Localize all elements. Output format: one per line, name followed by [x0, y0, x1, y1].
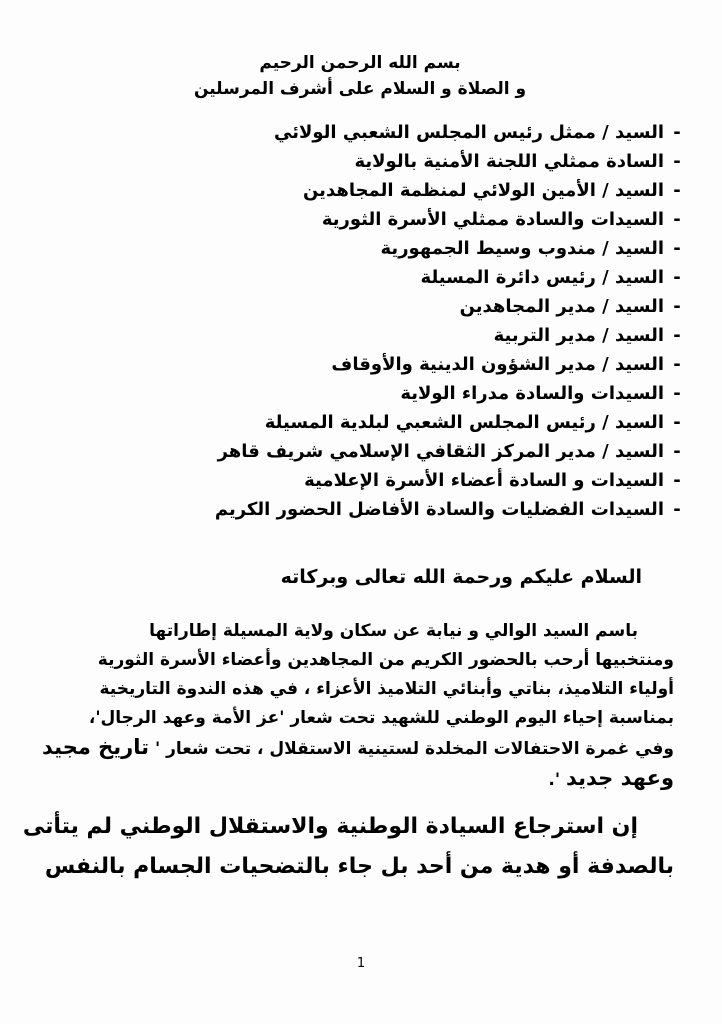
page-number: 1: [356, 956, 366, 971]
list-item-text: السيد / الأمين الولائي لمنظمة المجاهدين: [302, 180, 664, 201]
paragraph-line: أولياء التلاميذ، بناتي وأبنائي التلاميذ الأعزاء ، في هذه الندوة التاريخية: [99, 679, 674, 699]
list-item-text: السيد / مندوب وسيط الجمهورية: [380, 238, 664, 259]
body-text: [22, 617, 674, 887]
paragraph-line: [44, 764, 674, 795]
list-item: [42, 350, 682, 379]
list-item-text: السيد / مدير الشؤون الدينية والأوقاف: [331, 354, 664, 375]
list-item: [42, 118, 682, 147]
paragraph-line: ومنتخبيها أرحب بالحضور الكريم من المجاهدين وأعضاء الأسرة الثورية: [97, 650, 674, 670]
paragraph-line: باسم السيد الوالي و نيابة عن سكان ولاية المسيلة إطاراتها: [149, 621, 638, 641]
list-dash: -: [673, 354, 681, 375]
slogan-emphasis: تاريخ مجيد: [42, 735, 150, 759]
addressee-list: [42, 118, 682, 524]
list-item: [42, 379, 682, 408]
paragraph-line: بالصدفة أو هدية من أحد بل جاء بالتضحيات الجسام بالنفس: [44, 854, 674, 879]
list-dash: -: [673, 180, 681, 201]
list-dash: -: [673, 412, 681, 433]
paragraph-line: إن استرجاع السيادة الوطنية والاستقلال الوطني لم يتأتى: [22, 814, 638, 839]
list-dash: -: [673, 296, 681, 317]
list-dash: -: [673, 470, 681, 491]
list-dash: -: [673, 441, 681, 462]
list-item-text: السيد / مدير التربية: [493, 325, 664, 346]
paragraph-2: [22, 807, 674, 887]
list-item: [42, 466, 682, 495]
list-dash: -: [673, 238, 681, 259]
list-item: [42, 234, 682, 263]
paragraph-line-text: وفي غمرة الاحتفالات المخلدة لستينية الاستقلال ، تحت شعار ': [154, 739, 674, 759]
greeting-line: السلام عليكم ورحمة الله تعالى وبركاته: [280, 566, 642, 588]
list-dash: -: [673, 499, 681, 520]
paragraph-line: [44, 733, 674, 764]
list-dash: -: [673, 325, 681, 346]
list-item: [42, 205, 682, 234]
list-item: [42, 437, 682, 466]
list-item-text: السيد / رئيس المجلس الشعبي لبلدية المسيلة: [264, 412, 664, 433]
list-item-text: السيدات و السادة أعضاء الأسرة الإعلامية: [304, 470, 664, 491]
list-dash: -: [673, 122, 681, 143]
document-header: [100, 50, 620, 102]
list-dash: -: [673, 151, 681, 172]
salat-line: و الصلاة و السلام على أشرف المرسلين: [193, 79, 527, 99]
list-item-text: السيدات والسادة مدراء الولاية: [400, 383, 664, 404]
list-item: [42, 263, 682, 292]
slogan-emphasis: وعهد جديد: [566, 766, 674, 790]
list-item-text: السيد / مدير المجاهدين: [459, 296, 664, 317]
list-item-text: السيد / مدير المركز الثقافي الإسلامي شريف قاهر: [217, 441, 664, 462]
list-item-text: السادة ممثلي اللجنة الأمنية بالولاية: [354, 151, 664, 172]
list-item: [42, 147, 682, 176]
list-item-text: السيد / رئيس دائرة المسيلة: [420, 267, 664, 288]
list-item: [42, 176, 682, 205]
list-item: [42, 495, 682, 524]
paragraph-1: [44, 617, 674, 795]
list-dash: -: [673, 209, 681, 230]
paragraph-line: بمناسبة إحياء اليوم الوطني للشهيد تحت شعار 'عز الأمة وعهد الرجال'،: [88, 708, 674, 728]
basmala: بسم الله الرحمن الرحيم: [259, 53, 461, 73]
list-item-text: السيدات الفضليات والسادة الأفاضل الحضور الكريم: [214, 499, 664, 520]
list-dash: -: [673, 383, 681, 404]
list-dash: -: [673, 267, 681, 288]
list-item: [42, 321, 682, 350]
list-item-text: السيدات والسادة ممثلي الأسرة الثورية: [321, 209, 664, 230]
list-item: [42, 292, 682, 321]
paragraph-line-text: '.: [548, 770, 561, 790]
list-item: [42, 408, 682, 437]
list-item-text: السيد / ممثل رئيس المجلس الشعبي الولائي: [273, 122, 664, 143]
